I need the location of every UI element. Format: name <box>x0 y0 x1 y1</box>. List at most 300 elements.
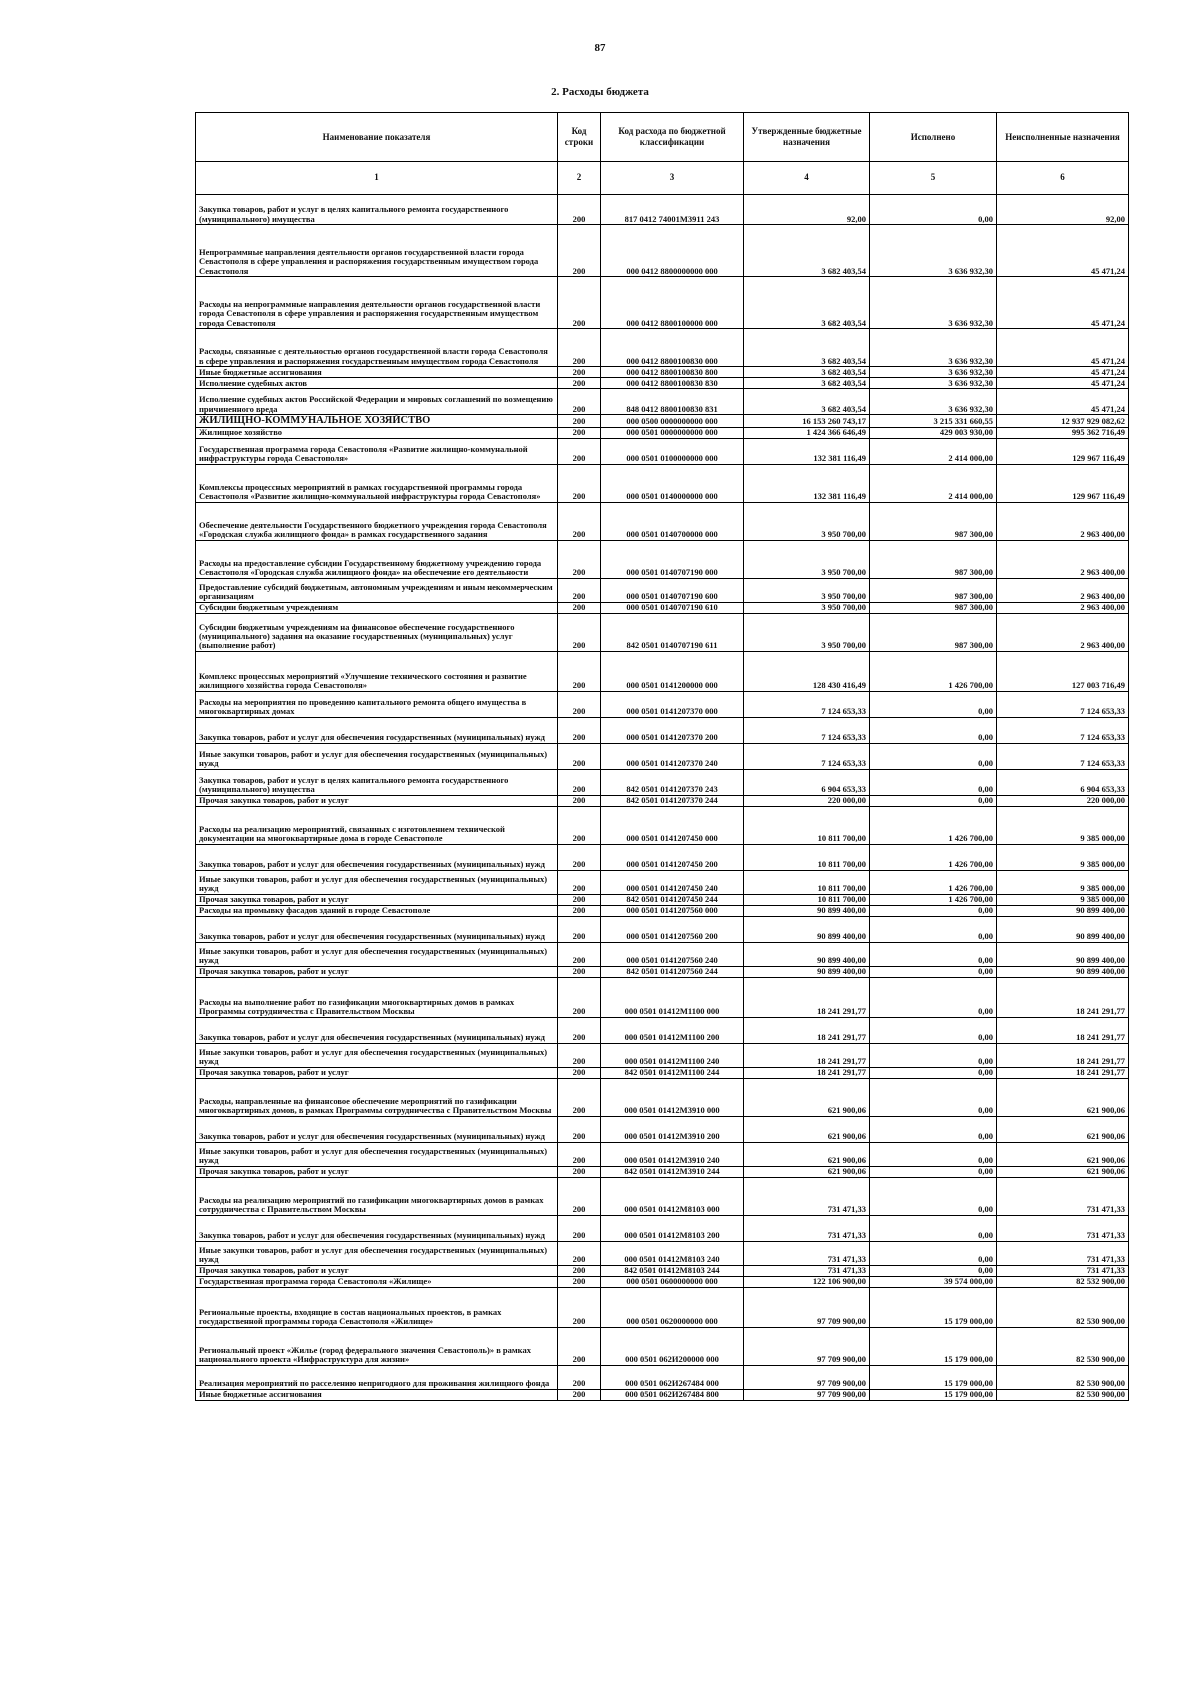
row-name-cell: Расходы на непрограммные направления деятельности органов государственной власти города Севастополя в сфере управления и распоряжения государственным имуществом города Севастополя <box>196 277 558 329</box>
table-row <box>196 225 1129 277</box>
row-line-code-cell: 200 <box>558 195 601 225</box>
row-name-cell: Закупка товаров, работ и услуг для обеспечения государственных (муниципальных) нужд <box>196 1116 558 1142</box>
row-executed-cell: 3 636 932,30 <box>870 378 997 389</box>
row-approved-cell: 3 682 403,54 <box>744 225 870 277</box>
row-remaining-cell: 45 471,24 <box>997 367 1129 378</box>
row-remaining-cell: 7 124 653,33 <box>997 743 1129 769</box>
row-executed-cell: 987 300,00 <box>870 613 997 651</box>
row-line-code-cell: 200 <box>558 367 601 378</box>
row-line-code-cell: 200 <box>558 613 601 651</box>
row-remaining-cell: 18 241 291,77 <box>997 1017 1129 1043</box>
row-line-code-cell: 200 <box>558 1265 601 1276</box>
row-line-code-cell: 200 <box>558 942 601 966</box>
table-row <box>196 691 1129 717</box>
row-name-cell: Иные бюджетные ассигнования <box>196 367 558 378</box>
table-row <box>196 942 1129 966</box>
row-approved-cell: 92,00 <box>744 195 870 225</box>
row-line-code-cell: 200 <box>558 277 601 329</box>
row-executed-cell: 0,00 <box>870 1265 997 1276</box>
row-executed-cell: 3 215 331 660,55 <box>870 415 997 428</box>
table-row <box>196 1142 1129 1166</box>
row-remaining-cell: 731 471,33 <box>997 1241 1129 1265</box>
row-line-code-cell: 200 <box>558 427 601 438</box>
row-remaining-cell: 731 471,33 <box>997 1265 1129 1276</box>
row-approved-cell: 90 899 400,00 <box>744 942 870 966</box>
row-approved-cell: 90 899 400,00 <box>744 916 870 942</box>
row-classification-cell: 000 0501 0141207450 000 <box>601 806 744 844</box>
row-classification-cell: 842 0501 01412М1100 244 <box>601 1067 744 1078</box>
row-executed-cell: 15 179 000,00 <box>870 1287 997 1327</box>
row-approved-cell: 731 471,33 <box>744 1241 870 1265</box>
row-remaining-cell: 90 899 400,00 <box>997 905 1129 916</box>
table-row <box>196 1067 1129 1078</box>
row-classification-cell: 000 0501 0141207560 200 <box>601 916 744 942</box>
row-line-code-cell: 200 <box>558 1287 601 1327</box>
row-remaining-cell: 12 937 929 082,62 <box>997 415 1129 428</box>
row-classification-cell: 842 0501 0141207370 244 <box>601 795 744 806</box>
row-executed-cell: 0,00 <box>870 195 997 225</box>
row-remaining-cell: 7 124 653,33 <box>997 691 1129 717</box>
row-remaining-cell: 2 963 400,00 <box>997 613 1129 651</box>
table-row <box>196 870 1129 894</box>
row-approved-cell: 3 682 403,54 <box>744 329 870 367</box>
row-classification-cell: 000 0501 0140000000 000 <box>601 464 744 502</box>
row-name-cell: Иные закупки товаров, работ и услуг для обеспечения государственных (муниципальных) нужд <box>196 870 558 894</box>
row-approved-cell: 7 124 653,33 <box>744 743 870 769</box>
row-line-code-cell: 200 <box>558 916 601 942</box>
row-classification-cell: 000 0501 0141207370 240 <box>601 743 744 769</box>
row-name-cell: Региональные проекты, входящие в состав национальных проектов, в рамках государственной программы города Севастополя «Жилище» <box>196 1287 558 1327</box>
table-row <box>196 769 1129 795</box>
row-name-cell: Субсидии бюджетным учреждениям на финансовое обеспечение государственного (муниципального) задания на оказание государственных (муниципальных) услуг (выполнение работ) <box>196 613 558 651</box>
row-name-cell: Иные закупки товаров, работ и услуг для обеспечения государственных (муниципальных) нужд <box>196 1241 558 1265</box>
column-number: 5 <box>870 162 997 195</box>
row-name-cell: Реализация мероприятий по расселению непригодного для проживания жилищного фонда <box>196 1365 558 1389</box>
row-executed-cell: 0,00 <box>870 743 997 769</box>
row-executed-cell: 1 426 700,00 <box>870 651 997 691</box>
row-classification-cell: 000 0412 8800100830 830 <box>601 378 744 389</box>
row-approved-cell: 10 811 700,00 <box>744 894 870 905</box>
row-approved-cell: 6 904 653,33 <box>744 769 870 795</box>
row-name-cell: Прочая закупка товаров, работ и услуг <box>196 1265 558 1276</box>
row-approved-cell: 97 709 900,00 <box>744 1327 870 1365</box>
table-row <box>196 613 1129 651</box>
row-name-cell: Прочая закупка товаров, работ и услуг <box>196 1166 558 1177</box>
row-line-code-cell: 200 <box>558 905 601 916</box>
table-row <box>196 1215 1129 1241</box>
table-row <box>196 329 1129 367</box>
row-name-cell: Закупка товаров, работ и услуг для обеспечения государственных (муниципальных) нужд <box>196 844 558 870</box>
row-line-code-cell: 200 <box>558 1043 601 1067</box>
row-classification-cell: 000 0501 0100000000 000 <box>601 438 744 464</box>
table-row <box>196 916 1129 942</box>
table-row <box>196 1287 1129 1327</box>
row-remaining-cell: 2 963 400,00 <box>997 540 1129 578</box>
row-classification-cell: 000 0501 0600000000 000 <box>601 1276 744 1287</box>
row-executed-cell: 15 179 000,00 <box>870 1327 997 1365</box>
column-number-row <box>196 162 1129 195</box>
table-row <box>196 1276 1129 1287</box>
row-line-code-cell: 200 <box>558 464 601 502</box>
row-executed-cell: 3 636 932,30 <box>870 329 997 367</box>
row-approved-cell: 621 900,06 <box>744 1078 870 1116</box>
row-approved-cell: 3 950 700,00 <box>744 502 870 540</box>
column-number: 3 <box>601 162 744 195</box>
row-remaining-cell: 9 385 000,00 <box>997 806 1129 844</box>
row-classification-cell: 000 0501 0141207370 000 <box>601 691 744 717</box>
row-executed-cell: 987 300,00 <box>870 540 997 578</box>
row-name-cell: Региональный проект «Жилье (город федерального значения Севастополь)» в рамках национального проекта «Инфраструктура для жизни» <box>196 1327 558 1365</box>
header-approved: Утвержденные бюджетные назначения <box>744 113 870 162</box>
row-approved-cell: 3 950 700,00 <box>744 602 870 613</box>
row-line-code-cell: 200 <box>558 1215 601 1241</box>
row-classification-cell: 000 0501 0141200000 000 <box>601 651 744 691</box>
row-name-cell: Прочая закупка товаров, работ и услуг <box>196 795 558 806</box>
row-approved-cell: 3 682 403,54 <box>744 367 870 378</box>
row-classification-cell: 000 0501 0141207560 240 <box>601 942 744 966</box>
column-number: 4 <box>744 162 870 195</box>
row-remaining-cell: 2 963 400,00 <box>997 602 1129 613</box>
row-executed-cell: 0,00 <box>870 1067 997 1078</box>
row-remaining-cell: 2 963 400,00 <box>997 502 1129 540</box>
row-remaining-cell: 6 904 653,33 <box>997 769 1129 795</box>
row-line-code-cell: 200 <box>558 844 601 870</box>
row-name-cell: Исполнение судебных актов <box>196 378 558 389</box>
row-classification-cell: 000 0412 8800100830 800 <box>601 367 744 378</box>
row-classification-cell: 842 0501 0141207560 244 <box>601 966 744 977</box>
table-row <box>196 1365 1129 1389</box>
row-line-code-cell: 200 <box>558 1177 601 1215</box>
row-name-cell: Закупка товаров, работ и услуг в целях капитального ремонта государственного (муниципального) имущества <box>196 769 558 795</box>
row-remaining-cell: 82 530 900,00 <box>997 1365 1129 1389</box>
row-classification-cell: 000 0501 0140707190 000 <box>601 540 744 578</box>
row-name-cell: ЖИЛИЩНО-КОММУНАЛЬНОЕ ХОЗЯЙСТВО <box>196 415 558 428</box>
row-remaining-cell: 731 471,33 <box>997 1177 1129 1215</box>
row-executed-cell: 2 414 000,00 <box>870 464 997 502</box>
row-name-cell: Комплексы процессных мероприятий в рамках государственной программы города Севастополя «Развитие жилищно-коммунальной инфраструктуры города Севастополя» <box>196 464 558 502</box>
row-name-cell: Исполнение судебных актов Российской Федерации и мировых соглашений по возмещению причиненного вреда <box>196 389 558 415</box>
row-executed-cell: 0,00 <box>870 1078 997 1116</box>
table-row <box>196 540 1129 578</box>
row-name-cell: Прочая закупка товаров, работ и услуг <box>196 966 558 977</box>
row-name-cell: Расходы, направленные на финансовое обеспечение мероприятий по газификации многоквартирных домов, в рамках Программы сотрудничества с Правительством Москвы <box>196 1078 558 1116</box>
row-line-code-cell: 200 <box>558 1166 601 1177</box>
table-row <box>196 743 1129 769</box>
budget-expenses-table <box>195 112 1129 1401</box>
table-row <box>196 806 1129 844</box>
row-approved-cell: 1 424 366 646,49 <box>744 427 870 438</box>
row-name-cell: Закупка товаров, работ и услуг в целях капитального ремонта государственного (муниципального) имущества <box>196 195 558 225</box>
row-executed-cell: 3 636 932,30 <box>870 389 997 415</box>
table-row <box>196 427 1129 438</box>
row-line-code-cell: 200 <box>558 1327 601 1365</box>
table-row <box>196 367 1129 378</box>
row-classification-cell: 842 0501 0141207450 244 <box>601 894 744 905</box>
row-classification-cell: 848 0412 8800100830 831 <box>601 389 744 415</box>
row-line-code-cell: 200 <box>558 977 601 1017</box>
row-name-cell: Расходы на реализацию мероприятий по газификации многоквартирных домов в рамках сотрудничества с Правительством Москвы <box>196 1177 558 1215</box>
row-classification-cell: 000 0412 8800000000 000 <box>601 225 744 277</box>
row-executed-cell: 987 300,00 <box>870 578 997 602</box>
row-line-code-cell: 200 <box>558 795 601 806</box>
row-remaining-cell: 129 967 116,49 <box>997 438 1129 464</box>
table-row <box>196 1327 1129 1365</box>
row-classification-cell: 000 0500 0000000000 000 <box>601 415 744 428</box>
row-name-cell: Закупка товаров, работ и услуг для обеспечения государственных (муниципальных) нужд <box>196 1017 558 1043</box>
table-header-row <box>196 113 1129 162</box>
row-approved-cell: 18 241 291,77 <box>744 1017 870 1043</box>
row-approved-cell: 7 124 653,33 <box>744 691 870 717</box>
row-executed-cell: 1 426 700,00 <box>870 844 997 870</box>
row-line-code-cell: 200 <box>558 1276 601 1287</box>
row-remaining-cell: 9 385 000,00 <box>997 870 1129 894</box>
row-classification-cell: 000 0501 01412М3910 240 <box>601 1142 744 1166</box>
row-line-code-cell: 200 <box>558 894 601 905</box>
row-classification-cell: 000 0501 062И267484 800 <box>601 1389 744 1400</box>
row-name-cell: Расходы на выполнение работ по газификации многоквартирных домов в рамках Программы сотрудничества с Правительством Москвы <box>196 977 558 1017</box>
row-name-cell: Расходы на мероприятия по проведению капитального ремонта общего имущества в многоквартирных домах <box>196 691 558 717</box>
row-remaining-cell: 9 385 000,00 <box>997 894 1129 905</box>
row-remaining-cell: 18 241 291,77 <box>997 1067 1129 1078</box>
row-remaining-cell: 45 471,24 <box>997 225 1129 277</box>
row-executed-cell: 987 300,00 <box>870 502 997 540</box>
row-line-code-cell: 200 <box>558 415 601 428</box>
row-line-code-cell: 200 <box>558 870 601 894</box>
row-approved-cell: 18 241 291,77 <box>744 977 870 1017</box>
table-row <box>196 578 1129 602</box>
table-row <box>196 464 1129 502</box>
row-approved-cell: 3 950 700,00 <box>744 613 870 651</box>
table-row <box>196 195 1129 225</box>
row-name-cell: Закупка товаров, работ и услуг для обеспечения государственных (муниципальных) нужд <box>196 1215 558 1241</box>
row-executed-cell: 1 426 700,00 <box>870 806 997 844</box>
row-remaining-cell: 82 530 900,00 <box>997 1389 1129 1400</box>
row-name-cell: Иные бюджетные ассигнования <box>196 1389 558 1400</box>
row-executed-cell: 0,00 <box>870 1166 997 1177</box>
table-row <box>196 1017 1129 1043</box>
row-line-code-cell: 200 <box>558 743 601 769</box>
row-classification-cell: 000 0412 8800100000 000 <box>601 277 744 329</box>
row-classification-cell: 000 0501 0141207450 200 <box>601 844 744 870</box>
row-approved-cell: 90 899 400,00 <box>744 905 870 916</box>
row-remaining-cell: 129 967 116,49 <box>997 464 1129 502</box>
row-classification-cell: 000 0501 0620000000 000 <box>601 1287 744 1327</box>
row-name-cell: Прочая закупка товаров, работ и услуг <box>196 1067 558 1078</box>
row-approved-cell: 220 000,00 <box>744 795 870 806</box>
row-line-code-cell: 200 <box>558 502 601 540</box>
table-row <box>196 1389 1129 1400</box>
row-name-cell: Расходы, связанные с деятельностью органов государственной власти города Севастополя в сфере управления и распоряжения государственным имуществом города Севастополя <box>196 329 558 367</box>
row-line-code-cell: 200 <box>558 225 601 277</box>
row-name-cell: Обеспечение деятельности Государственного бюджетного учреждения города Севастополя «Городская служба жилищного фонда» в рамках государственного задания <box>196 502 558 540</box>
row-executed-cell: 0,00 <box>870 905 997 916</box>
table-row <box>196 389 1129 415</box>
row-approved-cell: 97 709 900,00 <box>744 1365 870 1389</box>
row-line-code-cell: 200 <box>558 1365 601 1389</box>
row-approved-cell: 621 900,06 <box>744 1116 870 1142</box>
row-executed-cell: 429 003 930,00 <box>870 427 997 438</box>
table-row <box>196 795 1129 806</box>
header-classification-code: Код расхода по бюджетной классификации <box>601 113 744 162</box>
row-name-cell: Государственная программа города Севастополя «Развитие жилищно-коммунальной инфраструктуры города Севастополя» <box>196 438 558 464</box>
row-executed-cell: 15 179 000,00 <box>870 1365 997 1389</box>
row-remaining-cell: 18 241 291,77 <box>997 977 1129 1017</box>
row-classification-cell: 000 0501 01412М1100 200 <box>601 1017 744 1043</box>
row-remaining-cell: 127 003 716,49 <box>997 651 1129 691</box>
row-approved-cell: 3 682 403,54 <box>744 389 870 415</box>
row-approved-cell: 7 124 653,33 <box>744 717 870 743</box>
row-line-code-cell: 200 <box>558 769 601 795</box>
row-name-cell: Субсидии бюджетным учреждениям <box>196 602 558 613</box>
row-name-cell: Иные закупки товаров, работ и услуг для обеспечения государственных (муниципальных) нужд <box>196 743 558 769</box>
row-name-cell: Иные закупки товаров, работ и услуг для обеспечения государственных (муниципальных) нужд <box>196 942 558 966</box>
row-approved-cell: 3 950 700,00 <box>744 578 870 602</box>
table-row <box>196 502 1129 540</box>
row-line-code-cell: 200 <box>558 1067 601 1078</box>
row-line-code-cell: 200 <box>558 1017 601 1043</box>
row-remaining-cell: 82 530 900,00 <box>997 1287 1129 1327</box>
row-approved-cell: 132 381 116,49 <box>744 438 870 464</box>
row-executed-cell: 3 636 932,30 <box>870 367 997 378</box>
row-approved-cell: 97 709 900,00 <box>744 1287 870 1327</box>
row-classification-cell: 000 0501 01412М3910 200 <box>601 1116 744 1142</box>
row-executed-cell: 0,00 <box>870 691 997 717</box>
header-line-code: Код строки <box>558 113 601 162</box>
row-approved-cell: 621 900,06 <box>744 1166 870 1177</box>
row-executed-cell: 0,00 <box>870 1017 997 1043</box>
row-approved-cell: 3 682 403,54 <box>744 378 870 389</box>
row-classification-cell: 000 0501 0141207450 240 <box>601 870 744 894</box>
table-row <box>196 1241 1129 1265</box>
column-number: 6 <box>997 162 1129 195</box>
row-classification-cell: 000 0412 8800100830 000 <box>601 329 744 367</box>
row-line-code-cell: 200 <box>558 1389 601 1400</box>
table-row <box>196 977 1129 1017</box>
row-executed-cell: 0,00 <box>870 795 997 806</box>
table-row <box>196 844 1129 870</box>
row-classification-cell: 000 0501 01412М1100 000 <box>601 977 744 1017</box>
row-classification-cell: 000 0501 0000000000 000 <box>601 427 744 438</box>
row-name-cell: Расходы на реализацию мероприятий, связанных с изготовлением технической документации на многоквартирные дома в городе Севастополе <box>196 806 558 844</box>
table-row <box>196 1078 1129 1116</box>
row-classification-cell: 000 0501 0141207560 000 <box>601 905 744 916</box>
row-name-cell: Предоставление субсидий бюджетным, автономным учреждениям и иным некоммерческим организациям <box>196 578 558 602</box>
row-line-code-cell: 200 <box>558 329 601 367</box>
row-remaining-cell: 90 899 400,00 <box>997 942 1129 966</box>
row-line-code-cell: 200 <box>558 806 601 844</box>
row-approved-cell: 97 709 900,00 <box>744 1389 870 1400</box>
row-executed-cell: 0,00 <box>870 1116 997 1142</box>
row-line-code-cell: 200 <box>558 438 601 464</box>
row-remaining-cell: 82 530 900,00 <box>997 1327 1129 1365</box>
row-name-cell: Закупка товаров, работ и услуг для обеспечения государственных (муниципальных) нужд <box>196 916 558 942</box>
row-executed-cell: 0,00 <box>870 1241 997 1265</box>
row-line-code-cell: 200 <box>558 1116 601 1142</box>
row-approved-cell: 128 430 416,49 <box>744 651 870 691</box>
row-classification-cell: 842 0501 0140707190 611 <box>601 613 744 651</box>
row-name-cell: Комплекс процессных мероприятий «Улучшение технического состояния и развитие жилищного хозяйства города Севастополя» <box>196 651 558 691</box>
header-indicator-name: Наименование показателя <box>196 113 558 162</box>
row-line-code-cell: 200 <box>558 578 601 602</box>
row-line-code-cell: 200 <box>558 691 601 717</box>
row-classification-cell: 842 0501 01412М3910 244 <box>601 1166 744 1177</box>
row-executed-cell: 0,00 <box>870 1215 997 1241</box>
row-name-cell: Непрограммные направления деятельности органов государственной власти города Севастополя в сфере управления и распоряжения государственным имуществом города Севастополя <box>196 225 558 277</box>
column-number: 2 <box>558 162 601 195</box>
row-executed-cell: 0,00 <box>870 966 997 977</box>
row-name-cell: Расходы на промывку фасадов зданий в городе Севастополе <box>196 905 558 916</box>
column-number: 1 <box>196 162 558 195</box>
row-classification-cell: 842 0501 01412М8103 244 <box>601 1265 744 1276</box>
table-row <box>196 1043 1129 1067</box>
row-classification-cell: 000 0501 062И267484 000 <box>601 1365 744 1389</box>
row-approved-cell: 10 811 700,00 <box>744 844 870 870</box>
row-classification-cell: 000 0501 01412М1100 240 <box>601 1043 744 1067</box>
table-row <box>196 1166 1129 1177</box>
table-row <box>196 602 1129 613</box>
table-row <box>196 1177 1129 1215</box>
row-executed-cell: 15 179 000,00 <box>870 1389 997 1400</box>
row-approved-cell: 18 241 291,77 <box>744 1067 870 1078</box>
table-row <box>196 1265 1129 1276</box>
row-name-cell: Иные закупки товаров, работ и услуг для обеспечения государственных (муниципальных) нужд <box>196 1142 558 1166</box>
row-remaining-cell: 621 900,06 <box>997 1142 1129 1166</box>
row-classification-cell: 000 0501 0140707190 610 <box>601 602 744 613</box>
row-executed-cell: 39 574 000,00 <box>870 1276 997 1287</box>
row-line-code-cell: 200 <box>558 1241 601 1265</box>
section-title: 2. Расходы бюджета <box>551 86 649 98</box>
row-name-cell: Расходы на предоставление субсидии Государственному бюджетному учреждению города Севастополя «Городская служба жилищного фонда» на обеспечение его деятельности <box>196 540 558 578</box>
row-classification-cell: 000 0501 01412М8103 000 <box>601 1177 744 1215</box>
row-approved-cell: 122 106 900,00 <box>744 1276 870 1287</box>
row-remaining-cell: 90 899 400,00 <box>997 966 1129 977</box>
row-line-code-cell: 200 <box>558 602 601 613</box>
row-line-code-cell: 200 <box>558 540 601 578</box>
header-executed: Исполнено <box>870 113 997 162</box>
row-executed-cell: 987 300,00 <box>870 602 997 613</box>
table-body <box>196 195 1129 1401</box>
row-line-code-cell: 200 <box>558 1142 601 1166</box>
row-line-code-cell: 200 <box>558 717 601 743</box>
header-remaining: Неисполненные назначения <box>997 113 1129 162</box>
row-approved-cell: 621 900,06 <box>744 1142 870 1166</box>
row-remaining-cell: 220 000,00 <box>997 795 1129 806</box>
row-approved-cell: 3 682 403,54 <box>744 277 870 329</box>
row-classification-cell: 000 0501 0140707190 600 <box>601 578 744 602</box>
row-classification-cell: 000 0501 062И200000 000 <box>601 1327 744 1365</box>
row-classification-cell: 842 0501 0141207370 243 <box>601 769 744 795</box>
row-remaining-cell: 621 900,06 <box>997 1078 1129 1116</box>
row-remaining-cell: 45 471,24 <box>997 389 1129 415</box>
table-row <box>196 438 1129 464</box>
row-name-cell: Жилищное хозяйство <box>196 427 558 438</box>
row-executed-cell: 1 426 700,00 <box>870 894 997 905</box>
row-name-cell: Закупка товаров, работ и услуг для обеспечения государственных (муниципальных) нужд <box>196 717 558 743</box>
row-remaining-cell: 2 963 400,00 <box>997 578 1129 602</box>
row-remaining-cell: 45 471,24 <box>997 329 1129 367</box>
row-executed-cell: 3 636 932,30 <box>870 277 997 329</box>
table-row <box>196 894 1129 905</box>
row-remaining-cell: 9 385 000,00 <box>997 844 1129 870</box>
row-executed-cell: 0,00 <box>870 942 997 966</box>
table-row <box>196 277 1129 329</box>
row-remaining-cell: 45 471,24 <box>997 277 1129 329</box>
table-row <box>196 378 1129 389</box>
row-classification-cell: 817 0412 74001М3911 243 <box>601 195 744 225</box>
row-classification-cell: 000 0501 01412М8103 240 <box>601 1241 744 1265</box>
row-line-code-cell: 200 <box>558 966 601 977</box>
row-line-code-cell: 200 <box>558 378 601 389</box>
